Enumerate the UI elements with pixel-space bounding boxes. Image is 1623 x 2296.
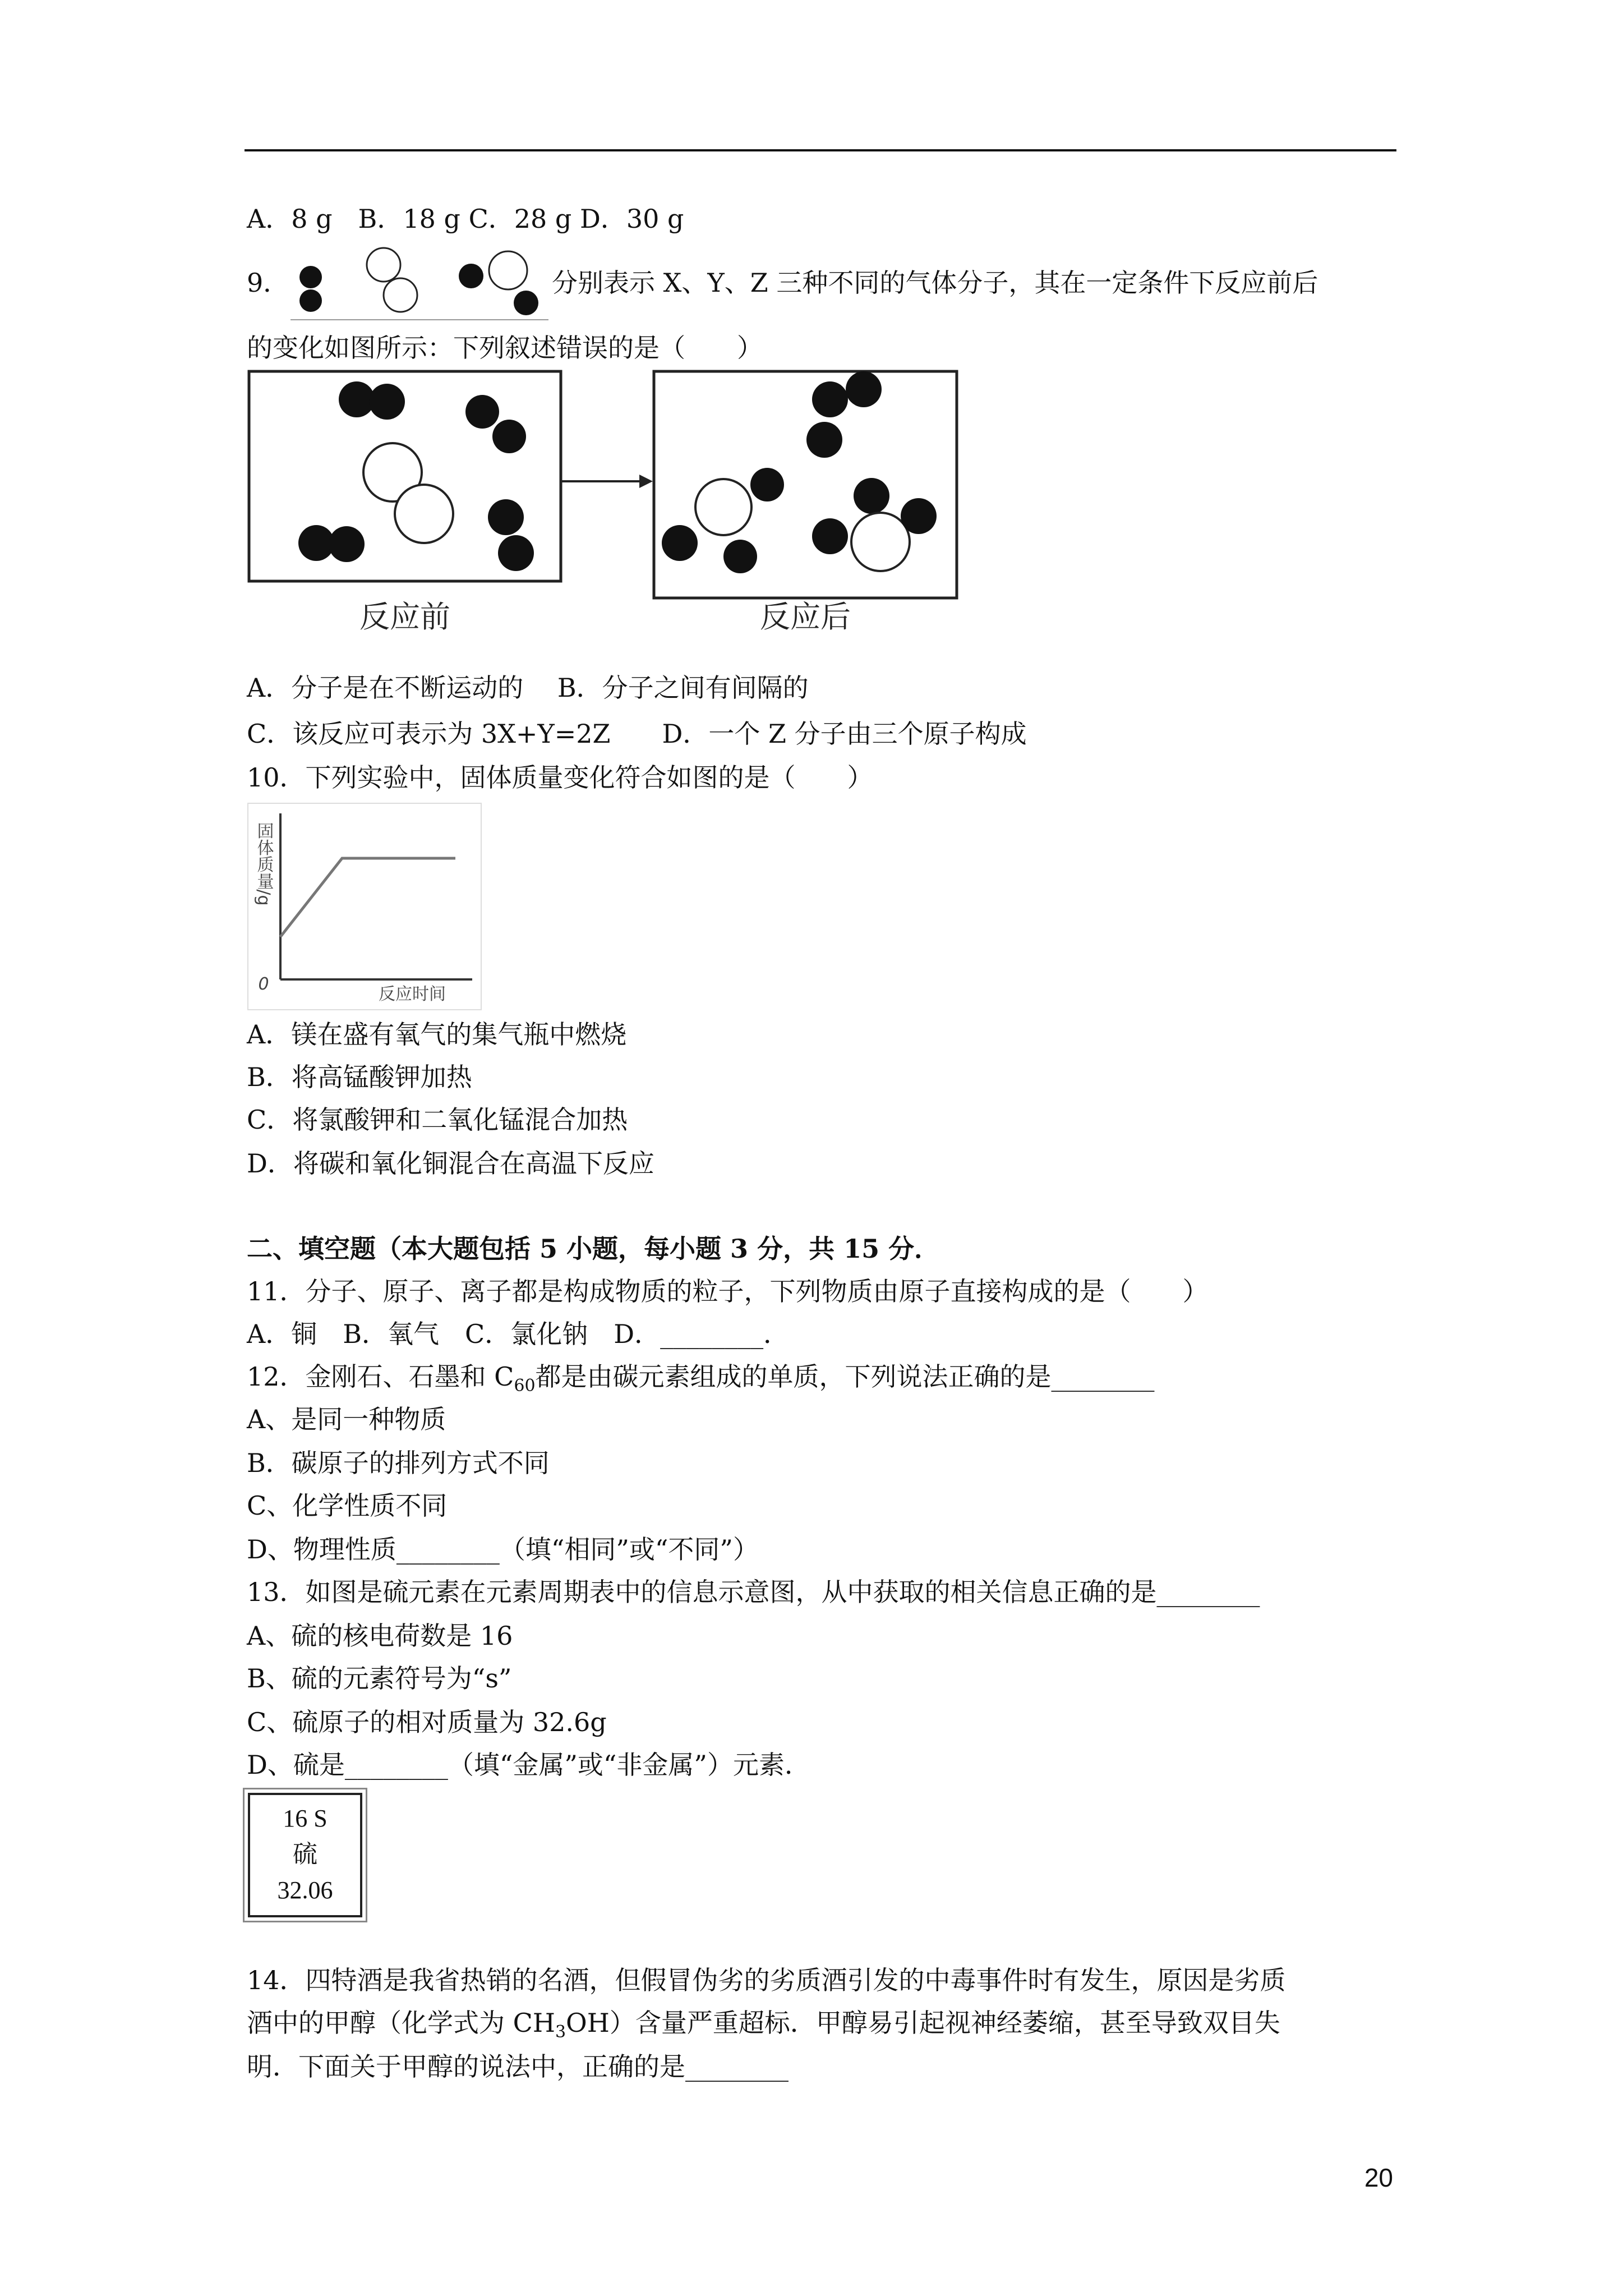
- q10-option-b: B．将高锰酸钾加热: [247, 1062, 472, 1092]
- element-name: 硫: [293, 1841, 317, 1868]
- q9-stem-b: 的变化如图所示：下列叙述错误的是（ ）: [247, 333, 763, 363]
- q14-line2-a: 酒中的甲醇（化学式为 CH: [247, 2008, 555, 2038]
- q13-option-a: A、硫的核电荷数是 16: [247, 1621, 513, 1651]
- q12-stem-b: 都是由碳元素组成的单质，下列说法正确的是________: [535, 1361, 1155, 1392]
- q13-stem: 13．如图是硫元素在元素周期表中的信息示意图，从中获取的相关信息正确的是________: [247, 1577, 1260, 1607]
- q11-stem: 11．分子、原子、离子都是构成物质的粒子，下列物质由原子直接构成的是（ ）: [247, 1276, 1209, 1306]
- q12-option-b: B．碳原子的排列方式不同: [247, 1448, 550, 1478]
- q13-option-d: D、硫是________（填“金属”或“非金属”）元素．: [247, 1750, 810, 1780]
- q9-options-ab: A．分子是在不断运动的 B．分子之间有间隔的: [247, 673, 809, 703]
- q14-line3: 明．下面关于甲醇的说法中，正确的是________: [247, 2051, 789, 2082]
- q14-line1: 14．四特酒是我省热销的名酒，但假冒伪劣的劣质酒引发的中毒事件时有发生，原因是劣质: [247, 1965, 1286, 1995]
- q10-option-d: D．将碳和氧化铜混合在高温下反应: [247, 1148, 654, 1179]
- origin-label: 0: [258, 974, 269, 994]
- q12-option-d: D、物理性质________（填“相同”或“不同”）: [247, 1534, 759, 1565]
- q10-stem: 10．下列实验中，固体质量变化符合如图的是（ ）: [247, 762, 873, 793]
- q10-option-c: C．将氯酸钾和二氧化锰混合加热: [247, 1105, 628, 1135]
- q14-line2-b: OH）含量严重超标．甲醇易引起视神经萎缩，甚至导致双目失: [566, 2008, 1280, 2038]
- q10-option-a: A．镁在盛有氧气的集气瓶中燃烧: [247, 1019, 627, 1050]
- element-card: [248, 1793, 362, 1917]
- reaction-diagram: [247, 366, 959, 635]
- q12-option-c: C、化学性质不同: [247, 1490, 448, 1521]
- element-number-symbol: 16 S: [283, 1805, 328, 1832]
- q12-subscript: 60: [514, 1376, 536, 1396]
- mass-time-graph: [247, 802, 482, 1011]
- header-rule: [245, 149, 1396, 151]
- q12-option-a: A、是同一种物质: [247, 1404, 446, 1434]
- molecule-legend: [291, 242, 548, 321]
- y-axis-label: 固体质量/g: [253, 822, 274, 906]
- q8-options: A．8 g B．18 g C．28 g D．30 g: [247, 204, 684, 234]
- q12-stem-a: 12．金刚石、石墨和 C: [247, 1361, 514, 1392]
- q14-subscript: 3: [555, 2022, 566, 2042]
- q9-options-cd: C．该反应可表示为 3X+Y=2Z D．一个 Z 分子由三个原子构成: [247, 719, 1027, 749]
- section-heading: 二、填空题（本大题包括 5 小题，每小题 3 分，共 15 分．: [247, 1234, 940, 1264]
- q12-stem: [247, 1360, 1155, 1403]
- q9-number: 9．: [247, 268, 289, 298]
- q14-line2: [247, 2006, 1280, 2049]
- q9-stem-a: 分别表示 X、Y、Z 三种不同的气体分子，其在一定条件下反应前后: [552, 268, 1318, 298]
- q13-option-b: B、硫的元素符号为“s”: [247, 1663, 512, 1694]
- q13-option-c: C、硫原子的相对质量为 32.6g: [247, 1707, 607, 1737]
- label-before: 反应前: [359, 599, 450, 634]
- x-axis-label: 反应时间: [379, 984, 446, 1004]
- q11-options: A．铜 B．氧气 C．氯化钠 D．________．: [247, 1319, 790, 1349]
- element-mass: 32.06: [277, 1876, 333, 1904]
- page-number: 20: [1364, 2163, 1393, 2192]
- label-after: 反应后: [760, 599, 851, 634]
